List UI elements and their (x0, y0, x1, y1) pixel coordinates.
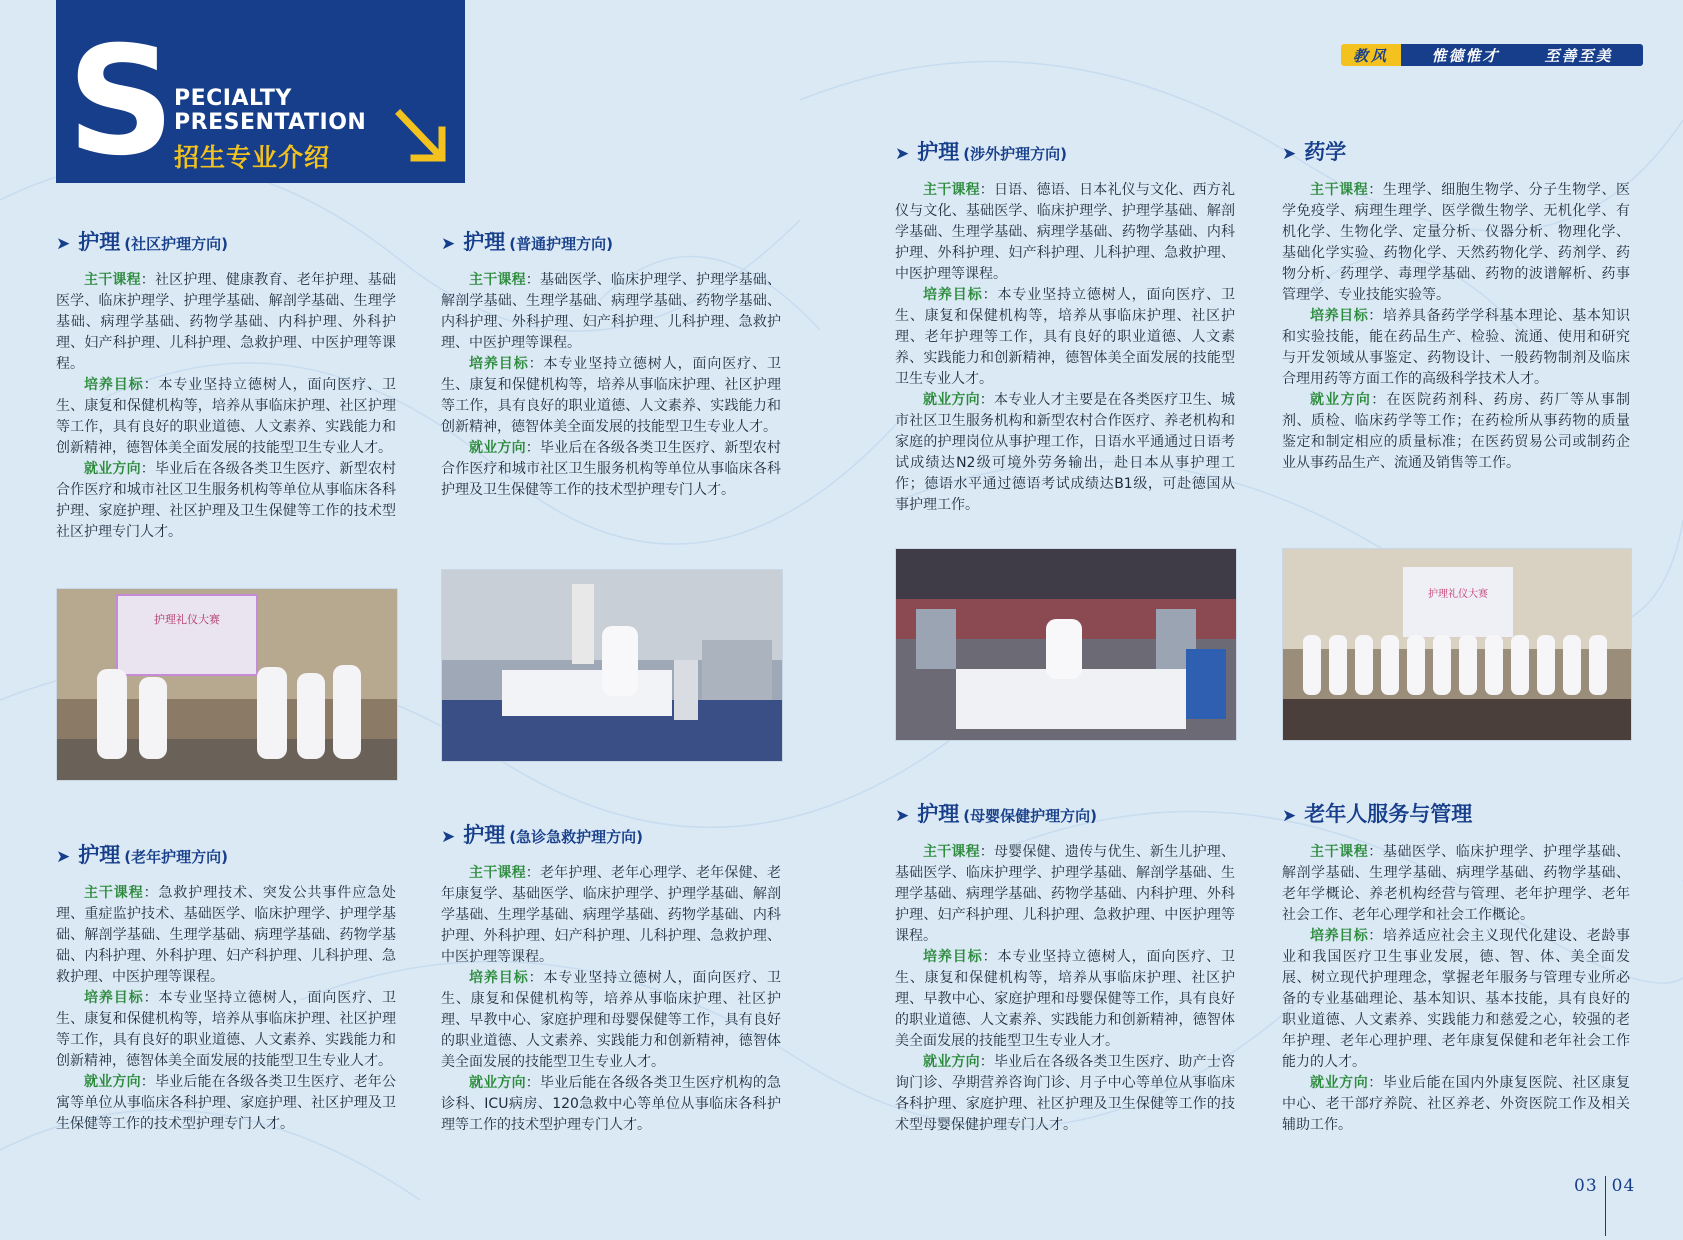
career-text: ：在医院药剂科、药房、药厂等从事制剂、质检、临床药学等工作；在药检所从事药物的质量鉴定和制定相应的质量标准；在医药贸易公司或制药企业从事药品生产、流通及销售等工作。 (1282, 392, 1631, 471)
section-title (1282, 798, 1630, 828)
courses-text: ：母婴保健、遗传与优生、新生儿护理、基础医学、临床护理学、护理学基础、解剖学基础、生理学基础、病理学基础、药物学基础、内科护理、外科护理、妇产科护理、儿科护理、急救护理、中医护理等课程。 (895, 844, 1236, 944)
motto-phrase-1: 惟德惟才 (1431, 46, 1500, 65)
courses-text: ：生理学、细胞生物学、分子生物学、医学免疫学、病理生理学、医学微生物学、无机化学、有机化学、生物化学、定量分析、仪器分析、物理化学、基础化学实验、药物化学、天然药物化学、药剂学、药物分析、药理学、毒理学基础、药物的波谱解析、药事管理学、专业技能实验等。 (1282, 182, 1631, 303)
goal-paragraph (441, 968, 781, 1073)
goal-label: 培养目标 (1310, 308, 1369, 324)
page-number-right: 04 (1611, 1176, 1636, 1196)
career-label: 就业方向 (469, 1075, 526, 1091)
page-title: 招生专业介绍 (174, 143, 331, 172)
motto-phrase-2: 至善至美 (1544, 46, 1613, 65)
goal-text: ：本专业坚持立德树人，面向医疗、卫生、康复和保健机构等，培养从事临床护理、社区护理、早教中心、家庭护理和母婴保健等工作，具有良好的职业道德、人文素养、实践能力和创新精神，德智体美全面发展的技能型卫生专业人才。 (441, 970, 782, 1070)
courses-text: ：基础医学、临床护理学、护理学基础、解剖学基础、生理学基础、病理学基础、药物学基础、老年学概论、养老机构经营与管理、老年护理学、老年社会工作、老年心理学和社会工作概论。 (1282, 844, 1631, 923)
motto-bar (1341, 44, 1643, 66)
career-label: 就业方向 (84, 1074, 141, 1090)
section-name: 护理 (78, 843, 121, 867)
chevron-right-icon: ➤ (441, 234, 456, 254)
etiquette-contest-photo-1 (56, 588, 398, 781)
career-label: 就业方向 (923, 1054, 980, 1070)
section-title (1282, 136, 1630, 166)
goal-label: 培养目标 (469, 970, 529, 986)
etiquette-contest-photo-2 (1282, 548, 1632, 741)
section-pharmacy (1282, 136, 1630, 474)
courses-label: 主干课程 (84, 272, 141, 288)
career-label: 就业方向 (469, 440, 526, 456)
courses-text: ：老年护理、老年心理学、老年保健、老年康复学、基础医学、临床护理学、护理学基础、解剖学基础、生理学基础、病理学基础、药物学基础、内科护理、外科护理、妇产科护理、儿科护理、急救护理、中医护理等课程。 (441, 865, 782, 965)
section-emergency-nursing (441, 819, 781, 1136)
section-subtitle: (老年护理方向) (124, 848, 228, 866)
section-community-nursing (56, 226, 396, 543)
career-paragraph (895, 390, 1235, 516)
courses-label: 主干课程 (923, 182, 980, 198)
goal-paragraph (1282, 926, 1630, 1073)
goal-paragraph (895, 285, 1235, 390)
specialty-header (56, 0, 465, 183)
photo-banner-text: 护理礼仪大赛 (1428, 589, 1488, 600)
courses-paragraph (441, 863, 781, 968)
goal-paragraph (56, 988, 396, 1072)
chevron-right-icon: ➤ (441, 827, 456, 847)
goal-text: ：培养适应社会主义现代化建设、老龄事业和我国医疗卫生事业发展，德、智、体、美全面发展、树立现代护理理念，掌握老年服务与管理专业所必备的专业基础理论、基本知识、基本技能，具有良好的职业道德、人文素养、实践能力和慈爱之心，较强的老年护理、老年心理护理、老年康复保健和老年社会工作能力的人才。 (1282, 928, 1631, 1070)
section-geriatric-nursing (56, 839, 396, 1135)
career-text: ：毕业后在各级各类卫生医疗、新型农村合作医疗和城市社区卫生服务机构等单位从事临床各科护理、家庭护理、社区护理及卫生保健等工作的技术型社区护理专门人才。 (56, 461, 397, 540)
career-label: 就业方向 (84, 461, 141, 477)
bed-making-demo-photo (895, 548, 1237, 741)
career-paragraph (56, 459, 396, 543)
section-name: 护理 (78, 230, 121, 254)
section-subtitle: (普通护理方向) (509, 235, 613, 253)
courses-label: 主干课程 (923, 844, 980, 860)
photo-banner-text: 护理礼仪大赛 (154, 613, 220, 626)
goal-paragraph (1282, 306, 1630, 390)
career-text: ：毕业后在各级各类卫生医疗、助产士咨询门诊、孕期营养咨询门诊、月子中心等单位从事临床各科护理、家庭护理、社区护理及卫生保健等工作的技术型母婴保健护理专门人才。 (895, 1054, 1236, 1133)
goal-paragraph (895, 947, 1235, 1052)
goal-text: ：本专业坚持立德树人，面向医疗、卫生、康复和保健机构等，培养从事临床护理、社区护理、老年护理等工作，具有良好的职业道德、人文素养、实践能力和创新精神，德智体美全面发展的技能型卫生专业人才。 (895, 287, 1236, 387)
career-label: 就业方向 (1310, 1075, 1369, 1091)
header-line2: PRESENTATION (174, 110, 367, 135)
goal-label: 培养目标 (923, 287, 983, 303)
section-foreign-nursing (895, 136, 1235, 516)
section-subtitle: (母婴保健护理方向) (963, 807, 1097, 825)
arrow-down-right-icon (394, 108, 450, 166)
goal-text: ：本专业坚持立德树人，面向医疗、卫生、康复和保健机构等，培养从事临床护理、社区护理等工作，具有良好的职业道德、人文素养、实践能力和创新精神，德智体美全面发展的技能型卫生专业人才。 (56, 990, 397, 1069)
goal-text: ：本专业坚持立德树人，面向医疗、卫生、康复和保健机构等，培养从事临床护理、社区护理等工作，具有良好的职业道德、人文素养、实践能力和创新精神，德智体美全面发展的技能型卫生专业人才。 (441, 356, 782, 435)
courses-text: ：日语、德语、日本礼仪与文化、西方礼仪与文化、基础医学、临床护理学、护理学基础、解剖学基础、生理学基础、病理学基础、药物学基础、内科护理、外科护理、妇产科护理、儿科护理、急救护理、中医护理等课程。 (895, 182, 1236, 282)
goal-paragraph (441, 354, 781, 438)
chevron-right-icon: ➤ (895, 144, 910, 164)
goal-label: 培养目标 (84, 990, 144, 1006)
section-title (441, 819, 781, 849)
courses-text: ：基础医学、临床护理学、护理学基础、解剖学基础、生理学基础、病理学基础、药物学基础、内科护理、外科护理、妇产科护理、儿科护理、急救护理、中医护理等课程。 (441, 272, 782, 351)
chevron-right-icon: ➤ (895, 806, 910, 826)
section-title (56, 226, 396, 256)
career-paragraph (441, 1073, 781, 1136)
courses-text: ：急救护理技术、突发公共事件应急处理、重症监护技术、基础医学、临床护理学、护理学基础、解剖学基础、生理学基础、病理学基础、药物学基础、内科护理、外科护理、妇产科护理、儿科护理、急救护理、中医护理等课程。 (56, 885, 397, 985)
career-text: ：毕业后在各级各类卫生医疗、新型农村合作医疗和城市社区卫生服务机构等单位从事临床各科护理及卫生保健等工作的技术型护理专门人才。 (441, 440, 782, 498)
section-name: 护理 (463, 230, 506, 254)
courses-label: 主干课程 (1310, 844, 1369, 860)
career-label: 就业方向 (923, 392, 980, 408)
courses-text: ：社区护理、健康教育、老年护理、基础医学、临床护理学、护理学基础、解剖学基础、生理学基础、病理学基础、药物学基础、内科护理、外科护理、妇产科护理、儿科护理、急救护理、中医护理等课程。 (56, 272, 397, 372)
career-paragraph (1282, 1073, 1630, 1136)
chevron-right-icon: ➤ (56, 847, 71, 867)
header-line1: PECIALTY (174, 86, 292, 111)
bed-making-photo-1 (441, 569, 783, 762)
section-maternal-infant-nursing (895, 798, 1235, 1136)
section-subtitle: (急诊急救护理方向) (509, 828, 643, 846)
section-subtitle: (涉外护理方向) (963, 145, 1067, 163)
career-paragraph (1282, 390, 1630, 474)
courses-paragraph (895, 842, 1235, 947)
chevron-right-icon: ➤ (1282, 806, 1297, 826)
courses-paragraph (441, 270, 781, 354)
section-name: 老年人服务与管理 (1304, 802, 1473, 826)
section-general-nursing (441, 226, 781, 501)
section-title (441, 226, 781, 256)
courses-label: 主干课程 (469, 865, 526, 881)
section-name: 护理 (917, 140, 960, 164)
career-text: ：毕业后能在各级各类卫生医疗机构的急诊科、ICU病房、120急救中心等单位从事临床各科护理等工作的技术型护理专门人才。 (441, 1075, 782, 1133)
career-paragraph (441, 438, 781, 501)
goal-label: 培养目标 (84, 377, 144, 393)
chevron-right-icon: ➤ (56, 234, 71, 254)
header-big-letter: S (66, 40, 176, 165)
goal-paragraph (56, 375, 396, 459)
goal-text: ：本专业坚持立德树人，面向医疗、卫生、康复和保健机构等，培养从事临床护理、社区护理等工作，具有良好的职业道德、人文素养、实践能力和创新精神，德智体美全面发展的技能型卫生专业人才。 (56, 377, 397, 456)
goal-text: ：本专业坚持立德树人，面向医疗、卫生、康复和保健机构等，培养从事临床护理、社区护理、早教中心、家庭护理和母婴保健等工作，具有良好的职业道德、人文素养、实践能力和创新精神，德智体美全面发展的技能型卫生专业人才。 (895, 949, 1236, 1049)
courses-paragraph (56, 270, 396, 375)
section-title (895, 798, 1235, 828)
career-label: 就业方向 (1310, 392, 1372, 408)
section-subtitle: (社区护理方向) (124, 235, 228, 253)
section-title (895, 136, 1235, 166)
career-text: ：本专业人才主要是在各类医疗卫生、城市社区卫生服务机构和新型农村合作医疗、养老机构和家庭的护理岗位从事护理工作，日语水平通通过日语考试成绩达N2级可境外劳务输出，赴日本从事护理工作；德语水平通过德语考试成绩达B1级，可赴德国从事护理工作。 (895, 392, 1236, 513)
courses-paragraph (1282, 842, 1630, 926)
section-name: 护理 (917, 802, 960, 826)
section-name: 护理 (463, 823, 506, 847)
section-title (56, 839, 396, 869)
career-text: ：毕业后能在各级各类卫生医疗、老年公寓等单位从事临床各科护理、家庭护理、社区护理及卫生保健等工作的技术型护理专门人才。 (56, 1074, 397, 1132)
courses-label: 主干课程 (84, 885, 144, 901)
page-number-left: 03 (1574, 1176, 1598, 1196)
page-number-divider (1605, 1176, 1606, 1236)
goal-label: 培养目标 (923, 949, 983, 965)
courses-paragraph (895, 180, 1235, 285)
courses-paragraph (56, 883, 396, 988)
goal-label: 培养目标 (469, 356, 529, 372)
motto-label: 教风 (1341, 44, 1401, 66)
section-elderly-services-management (1282, 798, 1630, 1136)
section-name: 药学 (1304, 140, 1347, 164)
goal-label: 培养目标 (1310, 928, 1369, 944)
motto-text (1401, 44, 1643, 66)
career-paragraph (895, 1052, 1235, 1136)
career-text: ：毕业后能在国内外康复医院、社区康复中心、老干部疗养院、社区养老、外资医院工作及相关辅助工作。 (1282, 1075, 1631, 1133)
courses-label: 主干课程 (1310, 182, 1369, 198)
career-paragraph (56, 1072, 396, 1135)
chevron-right-icon: ➤ (1282, 144, 1297, 164)
goal-text: ：培养具备药学学科基本理论、基本知识和实验技能，能在药品生产、检验、流通、使用和研究与开发领域从事鉴定、药物设计、一般药物制剂及临床合理用药等方面工作的高级科学技术人才。 (1282, 308, 1631, 387)
courses-label: 主干课程 (469, 272, 526, 288)
courses-paragraph (1282, 180, 1630, 306)
